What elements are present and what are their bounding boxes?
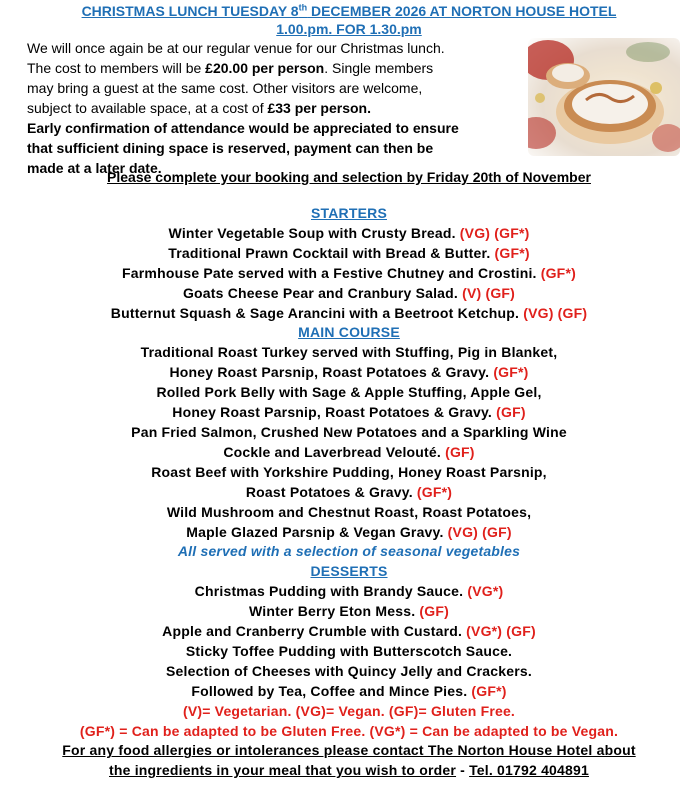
starter-item <box>0 284 698 304</box>
dish-text: Pan Fried Salmon, Crushed New Potatoes and a Sparkling Wine <box>131 423 567 440</box>
dish-text: Honey Roast Parsnip, Roast Potatoes & Gravy. <box>169 364 494 381</box>
dish-text: Rolled Pork Belly with Sage & Apple Stuffing, Apple Gel, <box>156 384 542 401</box>
allergy-notice-line2 <box>0 761 698 781</box>
booking-deadline: Please complete your booking and selection by Friday 20th of November <box>107 169 591 185</box>
dietary-tags: (V) (GF) <box>462 284 516 301</box>
hotel-phone: Tel. 01792 404891 <box>469 762 589 779</box>
main-course-line <box>0 463 698 483</box>
dish-text: Winter Berry Eton Mess. <box>249 603 420 620</box>
intro-text: The cost to members will be <box>27 60 206 76</box>
dietary-legend: (V)= Vegetarian. (VG)= Vegan. (GF)= Gluten Free. <box>182 702 516 719</box>
dietary-tags: (GF*) <box>493 364 529 381</box>
intro-text: . Single members <box>324 60 434 76</box>
intro-text: subject to available space, at a cost of <box>27 100 268 116</box>
dessert-item <box>0 642 698 662</box>
visitor-price: £33 per person. <box>267 100 371 116</box>
starter-item <box>0 224 698 244</box>
dish-text: Christmas Pudding with Brandy Sauce. <box>194 583 468 600</box>
mince-pies-illustration <box>528 38 680 156</box>
main-course-line <box>0 343 698 363</box>
dish-text: Followed by Tea, Coffee and Mince Pies. <box>191 682 472 699</box>
starters-heading: STARTERS <box>310 205 387 221</box>
dish-text: Sticky Toffee Pudding with Butterscotch Sauce. <box>185 642 513 659</box>
intro-line: may bring a guest at the same cost. Other visitors are welcome, <box>27 80 423 96</box>
dietary-tags: (VG) (GF*) <box>459 224 530 241</box>
dish-text: Wild Mushroom and Chestnut Roast, Roast Potatoes, <box>166 503 532 520</box>
main-course-line <box>0 523 698 543</box>
dish-text: Roast Potatoes & Gravy. <box>245 483 417 500</box>
main-course-line <box>0 503 698 523</box>
dessert-item <box>0 682 698 702</box>
dish-text: Winter Vegetable Soup with Crusty Bread. <box>168 224 460 241</box>
main-course-line <box>0 363 698 383</box>
menu <box>0 204 698 781</box>
intro-line <box>27 98 527 118</box>
allergy-notice: For any food allergies or intolerances please contact The Norton House Hotel about <box>62 742 636 759</box>
dessert-item <box>0 582 698 602</box>
event-time: 1.00.pm. FOR 1.30.pm <box>276 21 422 37</box>
main-course-line <box>0 383 698 403</box>
dish-text: Selection of Cheeses with Quincy Jelly and Crackers. <box>166 662 532 679</box>
event-title-line <box>0 2 698 20</box>
dish-text: Maple Glazed Parsnip & Vegan Gravy. <box>186 523 448 540</box>
dietary-legend-adapted: (GF*) = Can be adapted to be Gluten Free. (VG*) = Can be adapted to be Vegan. <box>79 722 619 739</box>
vegetables-note: All served with a selection of seasonal vegetables <box>177 543 521 560</box>
dish-text: Cockle and Laverbread Velouté. <box>223 443 446 460</box>
dietary-tags: (VG) (GF) <box>523 304 588 321</box>
dessert-item <box>0 662 698 682</box>
dish-text: Butternut Squash & Sage Arancini with a Beetroot Ketchup. <box>110 304 524 321</box>
dietary-tags: (GF) <box>496 404 526 421</box>
intro-line: We will once again be at our regular venue for our Christmas lunch. <box>27 40 445 56</box>
dietary-tags: (GF*) <box>471 682 507 699</box>
event-title <box>0 2 698 38</box>
dietary-tags: (VG) (GF) <box>447 523 512 540</box>
main-course-heading: MAIN COURSE <box>298 324 400 341</box>
dish-text: Traditional Prawn Cocktail with Bread & Butter. <box>168 244 495 261</box>
intro-line: that sufficient dining space is reserved, payment can then be <box>27 140 434 156</box>
dietary-tags: (VG*) (GF) <box>466 623 536 640</box>
desserts-heading: DESSERTS <box>310 563 388 580</box>
dish-text: Honey Roast Parsnip, Roast Potatoes & Gravy. <box>172 404 497 421</box>
main-course-line <box>0 483 698 503</box>
dish-text: Farmhouse Pate served with a Festive Chutney and Crostini. <box>122 264 541 281</box>
dish-text: Roast Beef with Yorkshire Pudding, Honey Roast Parsnip, <box>151 463 547 480</box>
title-text-b: DECEMBER 2026 AT NORTON HOUSE HOTEL <box>307 3 617 19</box>
main-course-line <box>0 443 698 463</box>
dish-text: Traditional Roast Turkey served with Stuffing, Pig in Blanket, <box>140 344 558 361</box>
dietary-tags: (GF*) <box>416 483 453 500</box>
separator: - <box>456 762 470 779</box>
starter-item <box>0 244 698 264</box>
main-course-line <box>0 403 698 423</box>
intro-line: made at a later date. <box>27 160 162 176</box>
starter-item <box>0 264 698 284</box>
dietary-tags: (GF) <box>445 443 475 460</box>
main-course-line <box>0 423 698 443</box>
dietary-tags: (GF*) <box>494 244 530 261</box>
dish-text: Apple and Cranberry Crumble with Custard. <box>162 623 467 640</box>
intro-line: Early confirmation of attendance would be appreciated to ensure <box>27 120 459 136</box>
dessert-item <box>0 602 698 622</box>
allergy-text: the ingredients in your meal that you wish to order <box>109 762 457 779</box>
title-text-a: CHRISTMAS LUNCH TUESDAY 8 <box>81 3 299 19</box>
intro-paragraph <box>27 38 527 178</box>
member-price: £20.00 per person <box>205 60 325 76</box>
dietary-tags: (VG*) <box>467 583 504 600</box>
title-sup: th <box>298 2 308 13</box>
dish-text: Goats Cheese Pear and Cranbury Salad. <box>182 284 463 301</box>
starter-item <box>0 304 698 324</box>
intro-line <box>27 58 527 78</box>
dietary-tags: (GF) <box>419 603 449 620</box>
dessert-item <box>0 622 698 642</box>
dietary-tags: (GF*) <box>540 264 576 281</box>
mince-pies-photo <box>528 38 680 156</box>
